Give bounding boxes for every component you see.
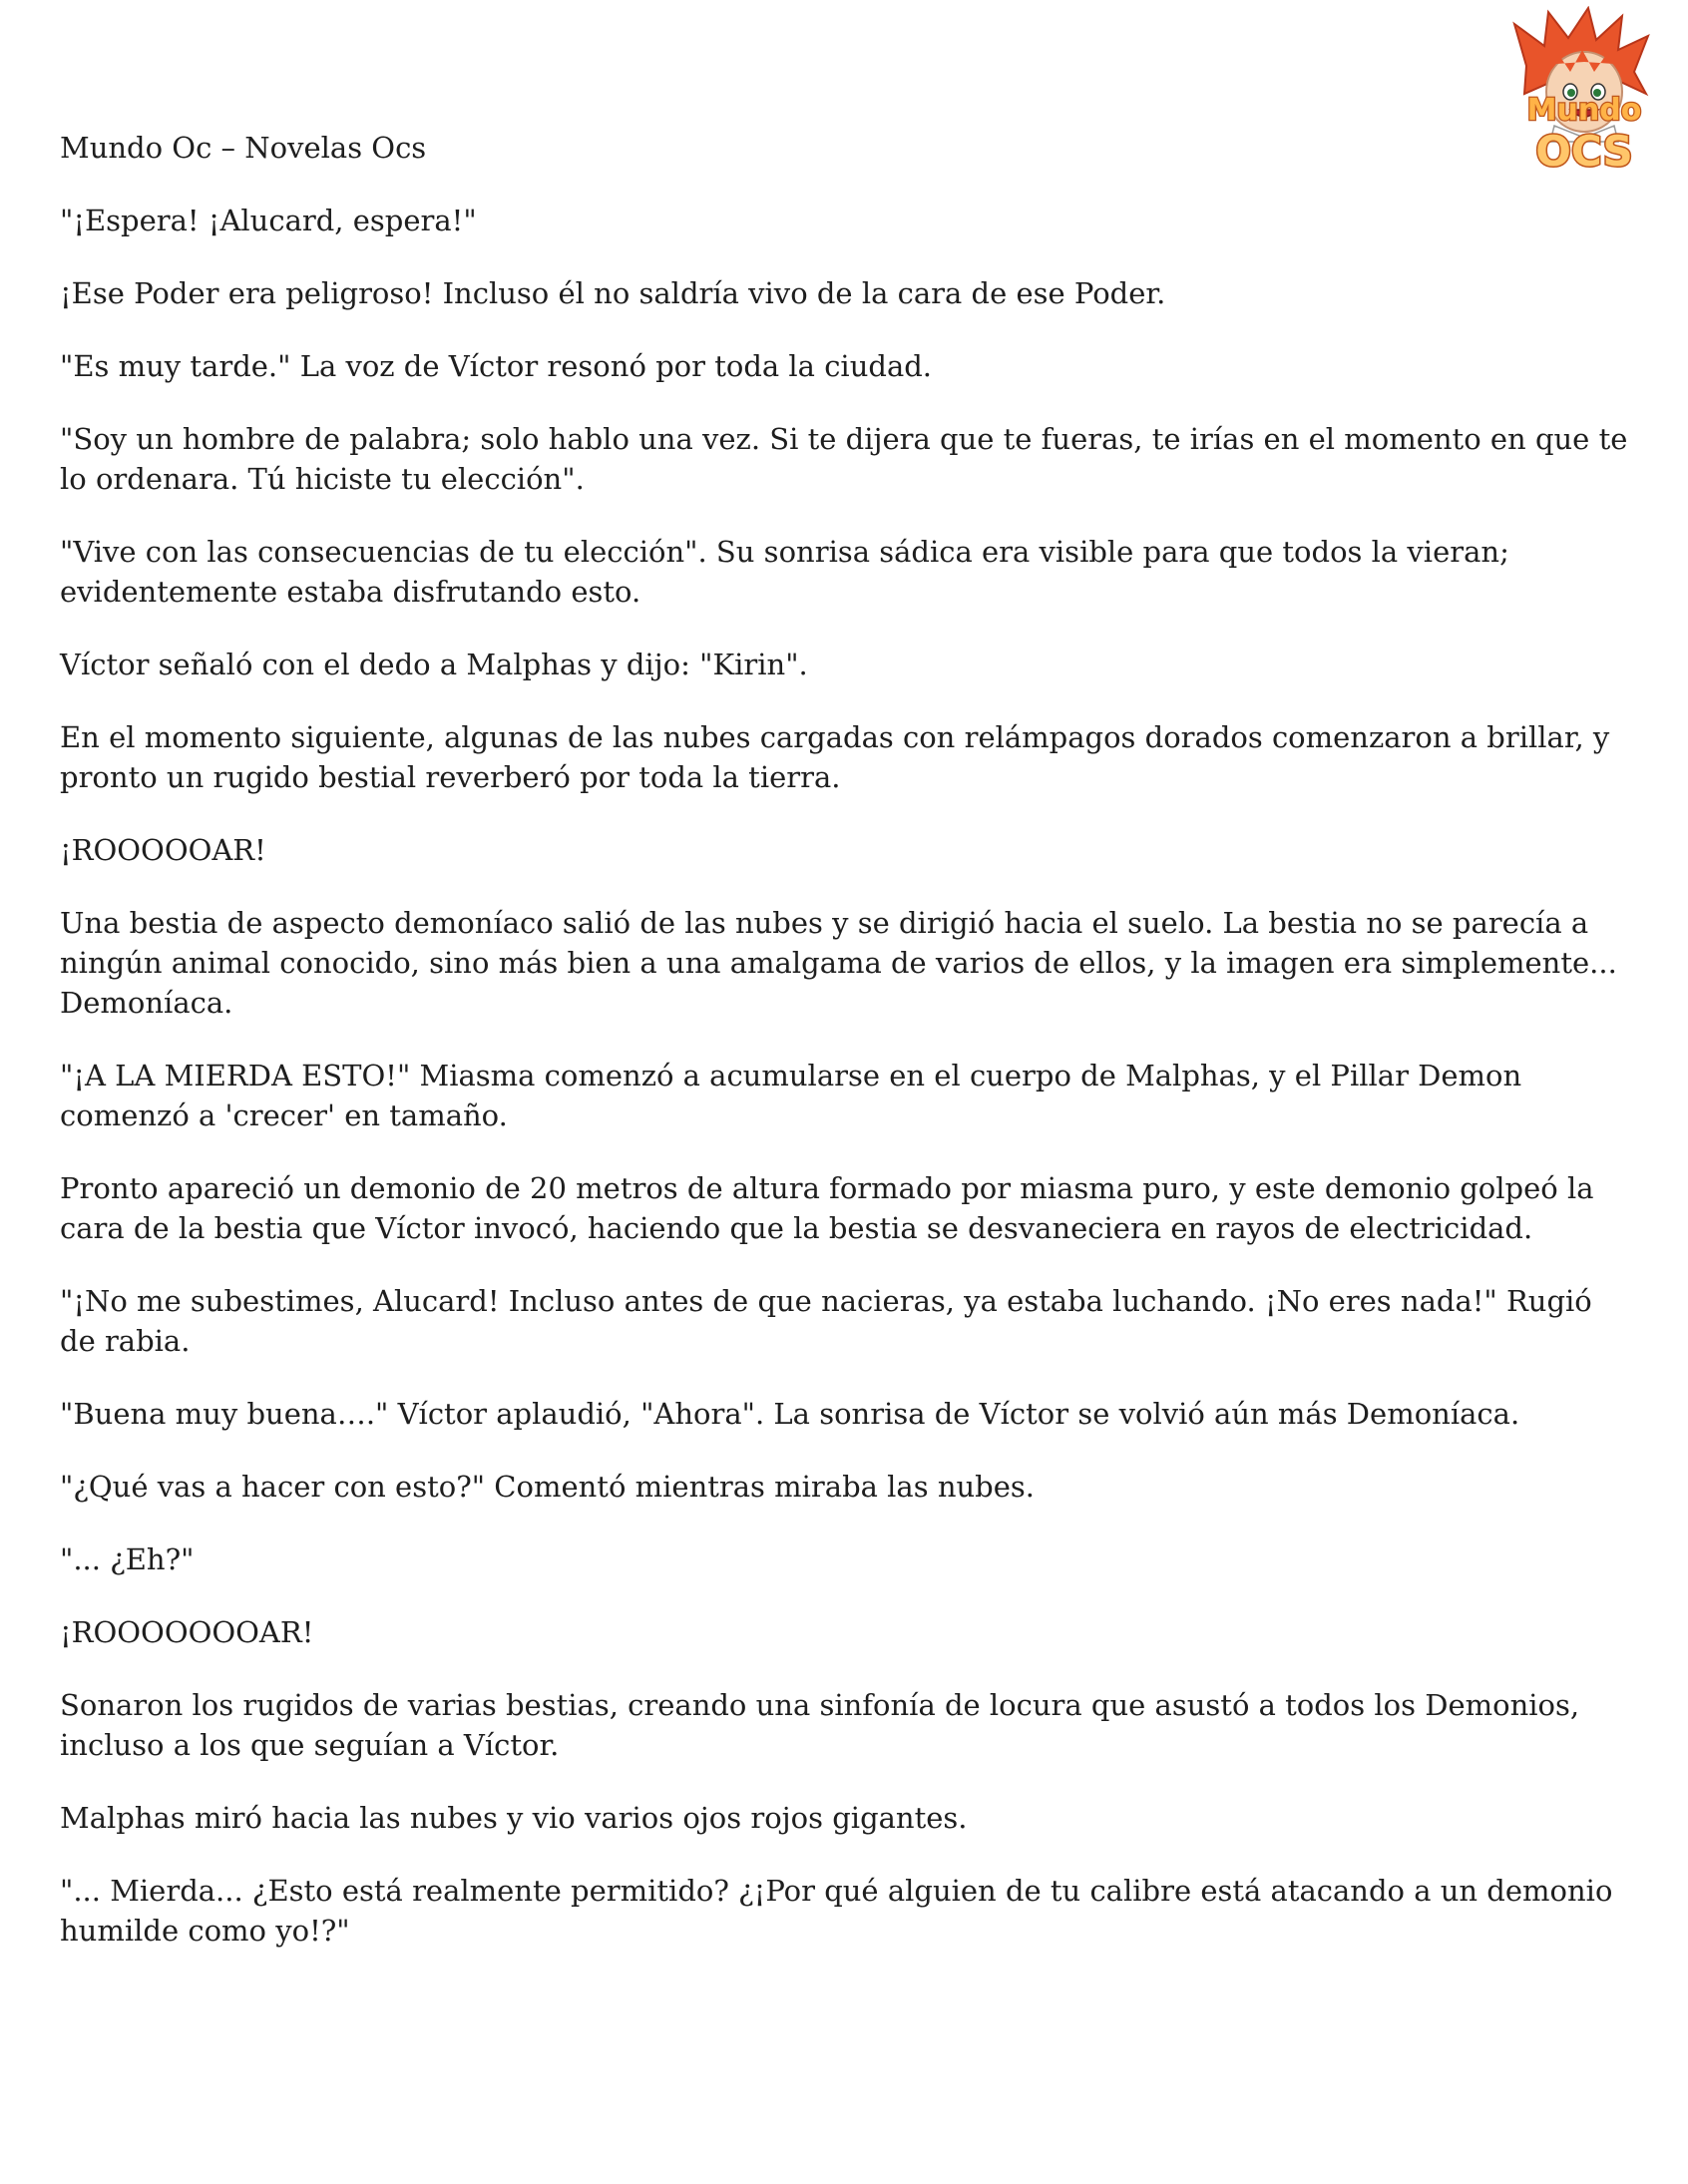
paragraph: ¡ROOOOOAR! — [60, 833, 266, 867]
document-body — [60, 128, 1636, 1983]
logo-text-top: Mundo — [1526, 93, 1642, 128]
paragraph: "Vive con las consecuencias de tu elección". Su sonrisa sádica era visible para que todos la vieran; evidentemente estaba disfrutando esto. — [60, 535, 1509, 609]
paragraph: "¡No me subestimes, Alucard! Incluso antes de que nacieras, ya estaba luchando. ¡No eres nada!" Rugió de rabia. — [60, 1284, 1592, 1358]
paragraph: Pronto apareció un demonio de 20 metros de altura formado por miasma puro, y este demonio golpeó la cara de la bestia que Víctor invocó, haciendo que la bestia se desvaneciera en rayos de electricidad. — [60, 1171, 1594, 1245]
paragraph: Víctor señaló con el dedo a Malphas y dijo: "Kirin". — [60, 648, 808, 681]
paragraph: Una bestia de aspecto demoníaco salió de las nubes y se dirigió hacia el suelo. La bestia no se parecía a ningún animal conocido, sino más bien a una amalgama de varios de ellos, y la imagen era simplemente... Demoníaca. — [60, 906, 1617, 1020]
paragraph: "Soy un hombre de palabra; solo hablo una vez. Si te dijera que te fueras, te irías en el momento en que te lo ordenara. Tú hiciste tu elección". — [60, 422, 1628, 496]
paragraph: "Es muy tarde." La voz de Víctor resonó por toda la ciudad. — [60, 349, 933, 383]
paragraph: "Buena muy buena…." Víctor aplaudió, "Ahora". La sonrisa de Víctor se volvió aún más Demoníaca. — [60, 1397, 1520, 1431]
paragraph: "... Mierda... ¿Esto está realmente permitido? ¿¡Por qué alguien de tu calibre está atacando a un demonio humilde como yo!?" — [60, 1874, 1613, 1948]
document-header: Mundo Oc – Novelas Ocs — [60, 131, 427, 165]
paragraph: "¡Espera! ¡Alucard, espera!" — [60, 204, 477, 237]
paragraph: "¡A LA MIERDA ESTO!" Miasma comenzó a acumularse en el cuerpo de Malphas, y el Pillar Demon comenzó a 'crecer' en tamaño. — [60, 1059, 1522, 1132]
paragraph: Sonaron los rugidos de varias bestias, creando una sinfonía de locura que asustó a todos los Demonios, incluso a los que seguían a Víctor. — [60, 1688, 1580, 1762]
paragraph: ¡ROOOOOOOAR! — [60, 1615, 314, 1649]
paragraph: Malphas miró hacia las nubes y vio varios ojos rojos gigantes. — [60, 1801, 968, 1835]
paragraph: "¿Qué vas a hacer con esto?" Comentó mientras miraba las nubes. — [60, 1470, 1035, 1504]
paragraph: ¡Ese Poder era peligroso! Incluso él no saldría vivo de la cara de ese Poder. — [60, 276, 1166, 310]
paragraph: En el momento siguiente, algunas de las nubes cargadas con relámpagos dorados comenzaron a brillar, y pronto un rugido bestial reverberó por toda la tierra. — [60, 720, 1610, 794]
paragraph: "... ¿Eh?" — [60, 1542, 195, 1576]
logo-text-bottom: OCS — [1535, 127, 1633, 176]
